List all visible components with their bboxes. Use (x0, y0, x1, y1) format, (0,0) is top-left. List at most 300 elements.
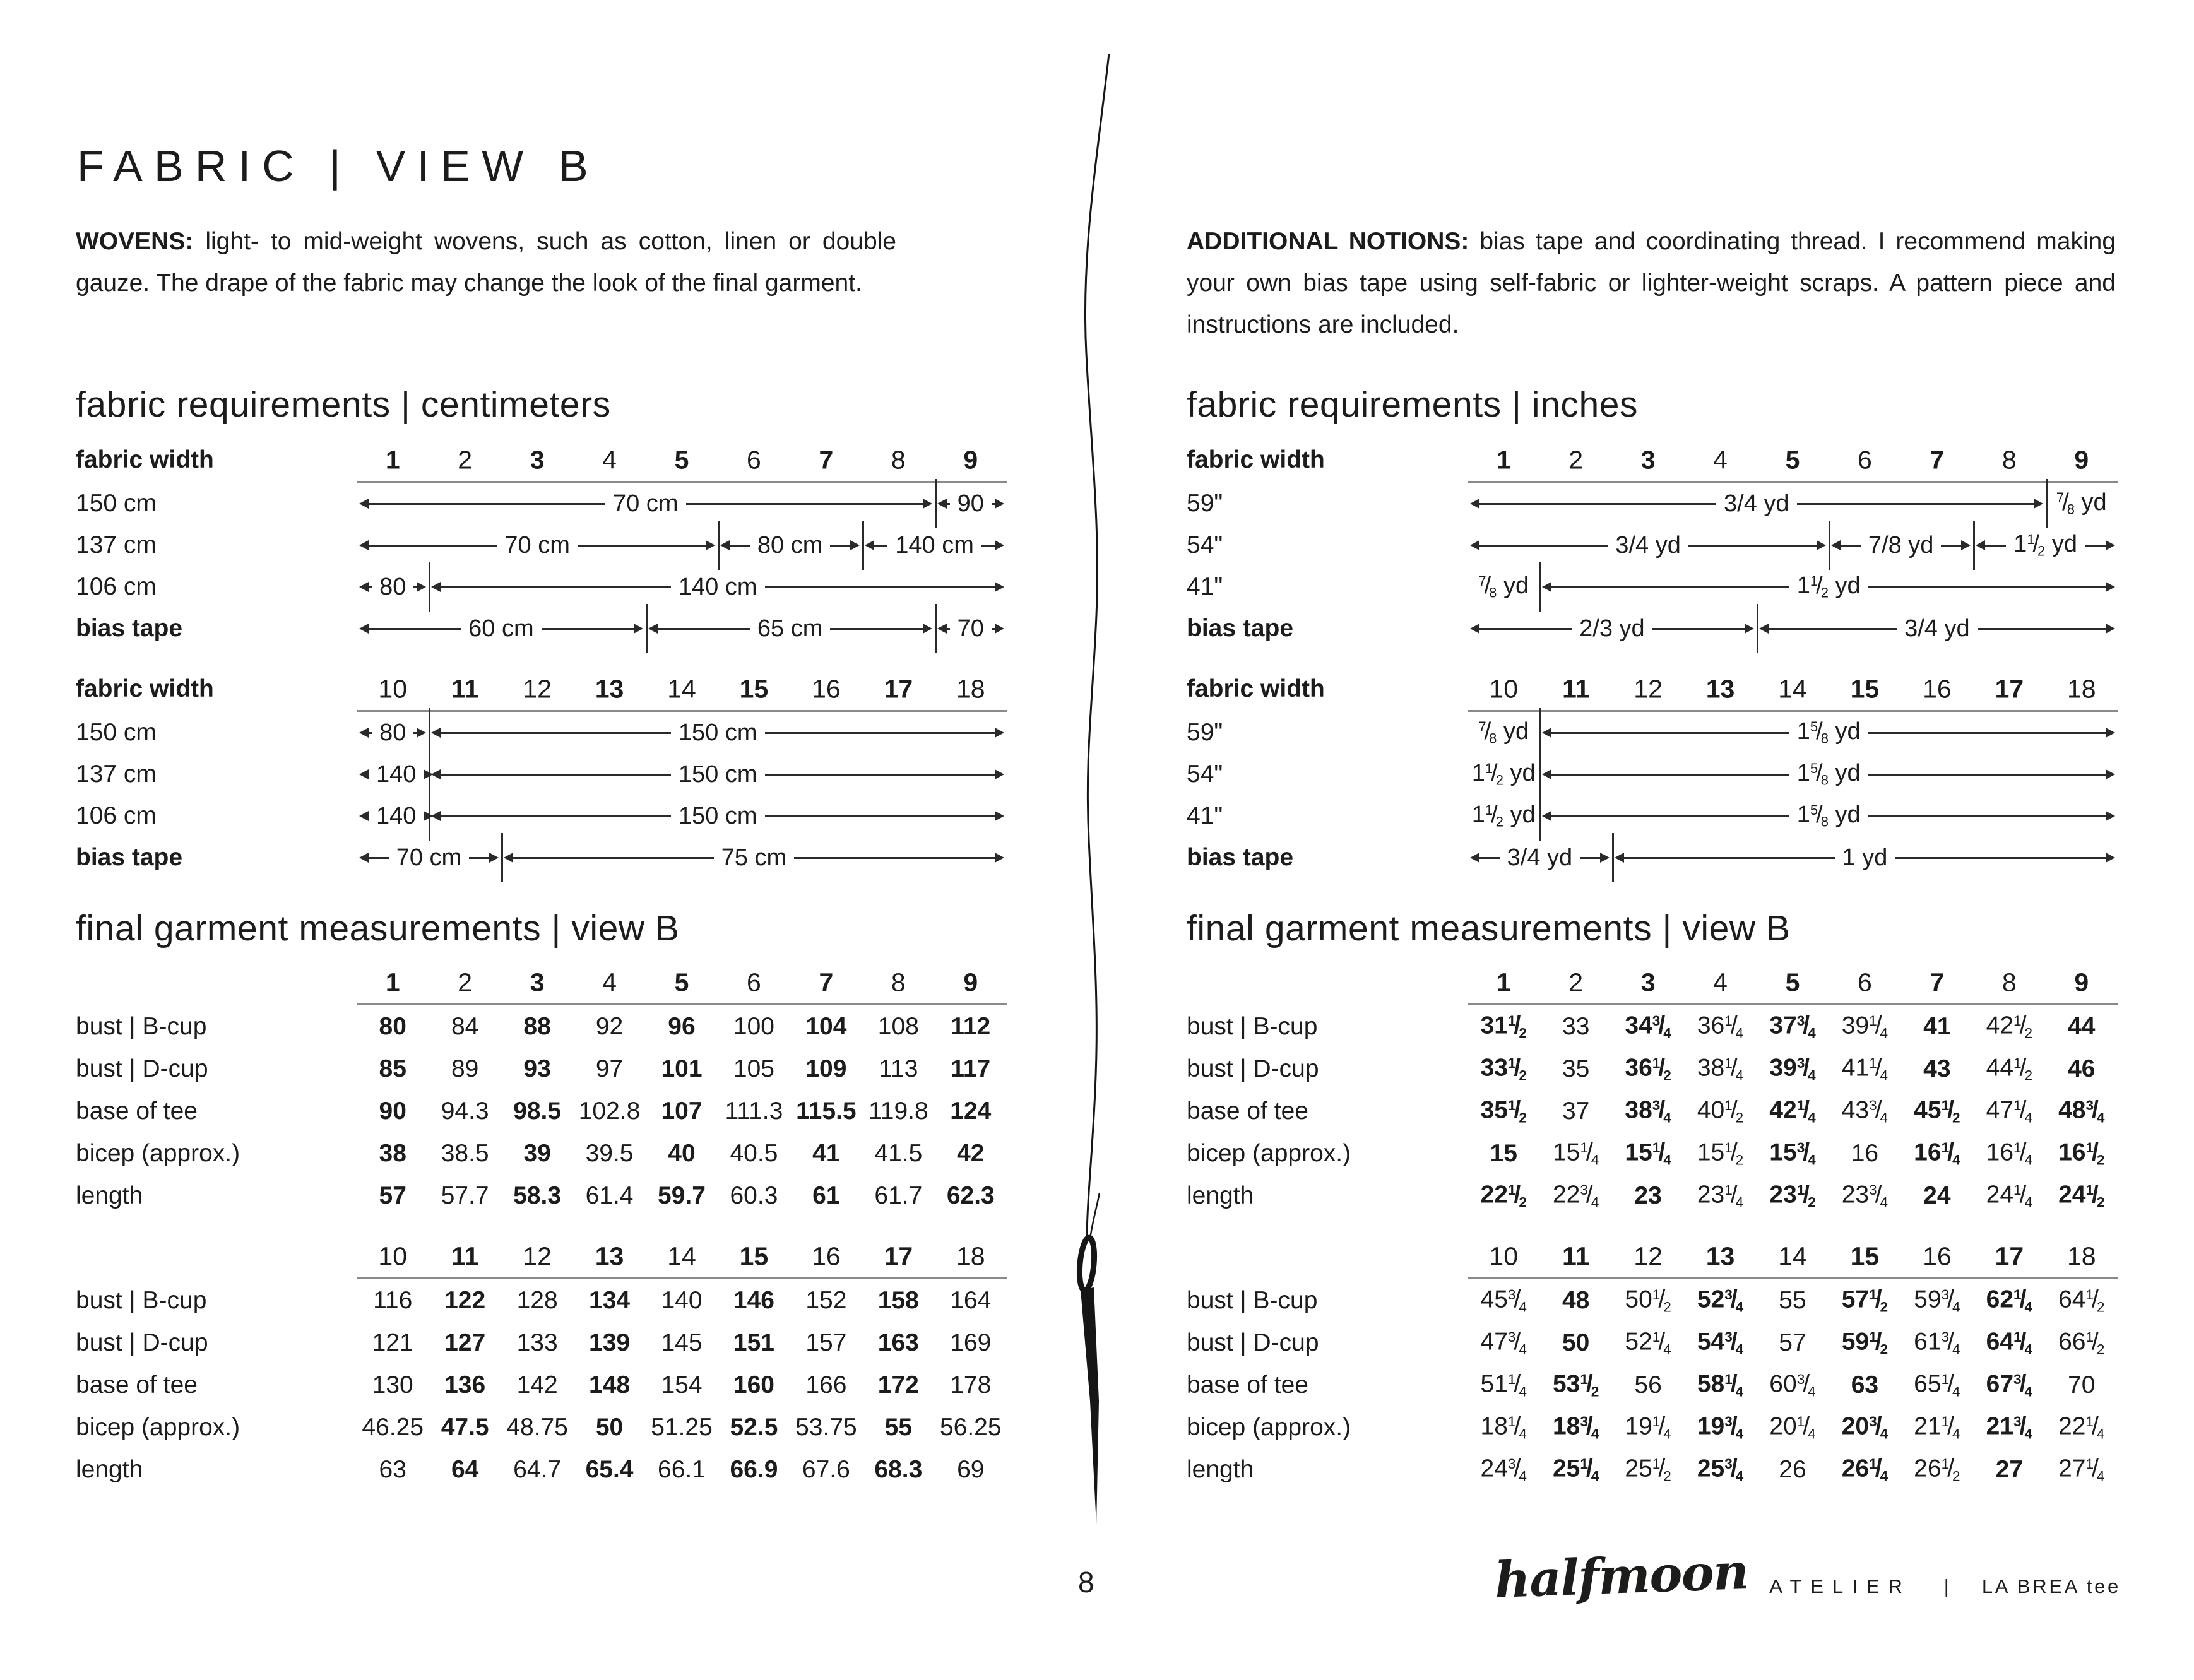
table-row-values (357, 1090, 1007, 1132)
measure-arrow-label: 60 cm (468, 615, 534, 642)
measure-arrow-segment (357, 754, 429, 795)
measurement-cell: $39^1/_4$ (1841, 1012, 1889, 1041)
measurement-cell: 128 (516, 1286, 558, 1314)
fabric-row-label: 150 cm (76, 490, 157, 517)
arrow-line (1479, 628, 1572, 630)
measurement-cell: 107 (661, 1097, 703, 1125)
measurement-cell: 148 (589, 1371, 631, 1399)
measurement-cell: 158 (877, 1286, 919, 1314)
size-column-header: 7 (819, 445, 834, 475)
size-column-header: 5 (1785, 445, 1800, 475)
size-column-header: 8 (891, 445, 906, 475)
arrow-line (1895, 857, 2106, 859)
size-column-header: 14 (1778, 674, 1807, 704)
size-column-header: 11 (1562, 674, 1590, 704)
measurement-cell: 41.5 (874, 1139, 923, 1167)
arrow-line (441, 586, 670, 588)
measure-arrow-segment (1612, 837, 2118, 878)
measurement-cell: $52^3/_4$ (1697, 1286, 1744, 1315)
measure-arrow-label: 90 (957, 490, 984, 517)
measurement-cell: 146 (733, 1286, 774, 1314)
arrow-line (765, 815, 995, 817)
measurement-cell: 178 (950, 1371, 992, 1399)
fabric-row-diagram (357, 754, 1007, 795)
measurement-cell: $60^3/_4$ (1769, 1370, 1816, 1399)
measurement-cell: 53.75 (795, 1413, 857, 1441)
measure-arrow-label: 3/4 yd (1507, 844, 1573, 871)
fabric-width-label: fabric width (76, 675, 214, 702)
arrowhead-left-icon (431, 728, 441, 738)
arrowhead-right-icon (417, 728, 426, 738)
size-column-header: 11 (451, 674, 479, 704)
arrowhead-left-icon (504, 853, 513, 863)
arrowhead-left-icon (937, 499, 947, 509)
fabric-row-label: 41" (1187, 573, 1223, 600)
arrowhead-right-icon (995, 811, 1004, 821)
page-title: FABRIC | VIEW B (77, 141, 600, 191)
arrow-line (1551, 774, 1789, 776)
fabric-row-diagram (1468, 795, 2118, 837)
section-header-fabric-requirements: fabric requirements | centimeters (76, 384, 611, 425)
measurement-cell: 163 (877, 1328, 919, 1356)
size-column-header: 7 (1930, 445, 1945, 475)
arrowhead-left-icon (359, 853, 369, 863)
size-column-header: 9 (963, 445, 978, 475)
size-column-header: 16 (812, 1241, 841, 1271)
fabric-row (1187, 837, 2162, 878)
measure-arrow-segment (1757, 608, 2118, 649)
fabric-row-diagram (1468, 524, 2118, 566)
size-column-header: 9 (2074, 967, 2089, 997)
arrow-line (1479, 503, 1716, 505)
measure-arrow-segment (1468, 524, 1829, 566)
measurement-cell: $40^1/_2$ (1697, 1096, 1744, 1125)
size-column-header: 12 (1634, 1241, 1663, 1271)
size-column-header: 13 (595, 674, 624, 704)
fabric-requirements-block (76, 672, 1051, 878)
arrowhead-right-icon (706, 540, 715, 550)
table-row-values (1468, 1090, 2118, 1132)
size-column-header: 18 (956, 1241, 985, 1271)
arrowhead-left-icon (359, 582, 369, 592)
measurement-cell: $20^1/_4$ (1769, 1412, 1816, 1441)
arrow-line (1797, 503, 2034, 505)
table-row-label: bicep (approx.) (76, 1413, 240, 1441)
arrow-line (686, 503, 923, 505)
size-column-header: 13 (595, 1241, 624, 1271)
table-row-label: bicep (approx.) (1187, 1413, 1351, 1441)
intro-lead: WOVENS: (76, 228, 194, 255)
measurement-cell: 90 (379, 1097, 406, 1125)
fabric-row (76, 712, 1051, 754)
page-number: 8 (1078, 1566, 1094, 1599)
arrow-line (1978, 628, 2106, 630)
measurement-cell: 55 (1779, 1286, 1806, 1314)
size-column-header: 3 (530, 445, 545, 475)
table-row-label: length (76, 1181, 143, 1209)
measurement-cell: 111.3 (725, 1097, 783, 1125)
measurement-cell: 119.8 (868, 1097, 928, 1125)
measurement-cell: $15^1/_4$ (1552, 1139, 1599, 1168)
arrowhead-left-icon (359, 499, 369, 509)
measurement-cell: 46.25 (362, 1413, 424, 1441)
measure-arrow-label: 3/4 yd (1724, 490, 1789, 517)
measure-arrow-segment (429, 754, 1007, 795)
arrowhead-left-icon (1759, 624, 1769, 634)
size-column-header: 10 (1489, 674, 1519, 704)
measurement-cell: 70 (2068, 1371, 2096, 1399)
measure-arrow-label: 150 cm (678, 803, 757, 829)
fabric-row-diagram (1468, 754, 2118, 795)
measurement-cell: $21^1/_4$ (1914, 1412, 1960, 1441)
arrow-line (1941, 545, 1961, 547)
measurement-cell: $33^1/_2$ (1480, 1054, 1527, 1083)
table-row-label: bust | D-cup (1187, 1055, 1319, 1082)
measure-arrow-segment (429, 795, 1007, 837)
fabric-row-diagram (357, 712, 1007, 754)
arrowhead-left-icon (1615, 853, 1624, 863)
fabric-row-diagram (357, 566, 1007, 608)
measurement-cell: 172 (877, 1371, 919, 1399)
table-row (1187, 1174, 2162, 1217)
size-column-header: 14 (1778, 1241, 1807, 1271)
size-column-header: 18 (2067, 1241, 2096, 1271)
size-column-header: 14 (667, 1241, 696, 1271)
measure-arrow-label: 75 cm (721, 844, 787, 871)
table-row-label: bust | D-cup (1187, 1328, 1319, 1356)
table-row (76, 1005, 1051, 1048)
measure-arrow-label: 80 cm (757, 532, 823, 559)
table-row-values (1468, 1279, 2118, 1322)
measurement-cell: $50^1/_2$ (1625, 1286, 1671, 1315)
size-column-header: 8 (2001, 445, 2017, 475)
arrowhead-right-icon (2106, 540, 2115, 550)
fabric-row (76, 795, 1051, 837)
measurement-cell: 97 (595, 1055, 624, 1082)
measurements-table (1187, 966, 2162, 1217)
measurement-cell: $36^1/_2$ (1625, 1054, 1671, 1083)
intro-lead: ADDITIONAL NOTIONS: (1187, 228, 1469, 255)
size-column-header: 16 (1923, 1241, 1952, 1271)
measurement-cell: 100 (733, 1012, 774, 1040)
table-row (1187, 1048, 2162, 1090)
size-column-header: 17 (884, 1241, 913, 1271)
fabric-width-label: fabric width (1187, 446, 1325, 473)
measure-arrow-segment (1539, 566, 2118, 608)
size-column-header: 15 (1850, 1241, 1880, 1271)
arrowhead-right-icon (2106, 811, 2115, 821)
table-row-label: bust | B-cup (76, 1286, 207, 1314)
measurement-cell: 52.5 (730, 1413, 778, 1441)
fabric-row-diagram (1468, 608, 2118, 649)
measurement-cell: 39 (523, 1139, 551, 1167)
arrowhead-right-icon (995, 624, 1004, 634)
arrowhead-left-icon (431, 582, 441, 592)
arrowhead-right-icon (1600, 853, 1610, 863)
measurement-cell: 101 (661, 1055, 703, 1082)
arrowhead-right-icon (417, 582, 426, 592)
table-row (76, 1174, 1051, 1217)
fabric-row-label: 59" (1187, 719, 1223, 746)
measurement-cell: 67.6 (802, 1455, 850, 1483)
arrowhead-left-icon (1470, 853, 1479, 863)
measurement-cell: $26^1/_2$ (1914, 1455, 1960, 1484)
measurement-cell: 133 (516, 1328, 558, 1356)
arrow-line (765, 586, 995, 588)
size-column-header: 18 (2067, 674, 2096, 704)
table-row-values (357, 1406, 1007, 1448)
measurements-table (1187, 1239, 2162, 1491)
arrowhead-left-icon (1542, 769, 1551, 779)
measurement-cell: $25^1/_4$ (1552, 1455, 1599, 1484)
table-row-values (1468, 1406, 2118, 1448)
table-row-values (357, 1364, 1007, 1406)
measurement-cell: $27^1/_4$ (2058, 1455, 2105, 1484)
table-row-values (1468, 1048, 2118, 1090)
size-column-header: 12 (1634, 674, 1663, 704)
size-column-header: 2 (458, 967, 473, 997)
measure-arrow-segment (501, 837, 1007, 878)
size-column-header: 15 (1850, 674, 1880, 704)
measurement-cell: $42^1/_4$ (1769, 1096, 1816, 1125)
arrowhead-right-icon (634, 624, 643, 634)
fabric-row-diagram (357, 608, 1007, 649)
size-header-numbers (357, 672, 1007, 706)
table-row (76, 1448, 1051, 1491)
measurement-cell: $38^3/_4$ (1625, 1096, 1671, 1125)
measurement-cell: 55 (884, 1413, 913, 1441)
fabric-requirements-block (1187, 672, 2162, 878)
arrowhead-left-icon (431, 811, 441, 821)
arrowhead-right-icon (995, 769, 1004, 779)
size-column-header: 2 (458, 445, 473, 475)
measurement-cell: 50 (1562, 1328, 1590, 1356)
table-row-values (357, 1279, 1007, 1322)
arrow-line (542, 628, 634, 630)
measure-arrow-label: 70 cm (504, 532, 570, 559)
size-column-header: 11 (1562, 1241, 1590, 1271)
measurement-cell: 38.5 (441, 1139, 489, 1167)
arrow-line (830, 545, 850, 547)
size-column-header: 7 (1930, 967, 1945, 997)
measurement-cell: 112 (951, 1012, 991, 1040)
size-header-row (1187, 1239, 2162, 1274)
measurement-cell: $24^1/_2$ (2058, 1181, 2105, 1210)
arrow-line (1868, 586, 2106, 588)
measure-arrow-label: 3/4 yd (1615, 532, 1681, 559)
size-column-header: 4 (602, 445, 617, 475)
measurement-cell: 134 (589, 1286, 631, 1314)
arrowhead-left-icon (359, 769, 369, 779)
intro-paragraph (76, 221, 896, 355)
measurement-cell: $61^3/_4$ (1914, 1328, 1960, 1357)
measurement-cell: $51^1/_4$ (1480, 1370, 1527, 1399)
fabric-row-diagram (357, 795, 1007, 837)
measurement-cell: 57 (379, 1181, 406, 1209)
size-header-numbers (357, 1239, 1007, 1274)
table-row (76, 1322, 1051, 1364)
measurement-cell: 166 (805, 1371, 847, 1399)
measurement-cell: 57.7 (441, 1181, 489, 1209)
fabric-row-label: 106 cm (76, 573, 157, 600)
arrowhead-right-icon (489, 853, 499, 863)
arrowhead-left-icon (359, 624, 369, 634)
measure-arrow-label: 7/8 yd (1868, 532, 1934, 559)
measurement-cell: 160 (733, 1371, 774, 1399)
measure-arrow-label: $1^5/_8$ yd (1796, 760, 1861, 788)
brand-logo-halfmoon: halfmoon (1493, 1543, 1749, 1609)
arrowhead-right-icon (2106, 582, 2115, 592)
measure-arrow-label: 65 cm (757, 615, 823, 642)
arrowhead-left-icon (1542, 582, 1551, 592)
size-column-header: 5 (1785, 967, 1800, 997)
arrowhead-right-icon (923, 624, 932, 634)
measurement-cell: 164 (950, 1286, 992, 1314)
arrowhead-left-icon (359, 540, 369, 550)
measurement-cell: 38 (379, 1139, 406, 1167)
size-column-header: 16 (1923, 674, 1952, 704)
table-row-values (1468, 1174, 2118, 1217)
size-header-numbers (1468, 443, 2118, 477)
measurement-cell: $45^1/_2$ (1914, 1096, 1960, 1125)
measurement-cell: 48.75 (506, 1413, 568, 1441)
measurement-cell: 46 (2068, 1055, 2096, 1082)
measurement-cell: 61 (812, 1181, 840, 1209)
table-row-values (357, 1048, 1007, 1090)
fabric-row-diagram (357, 524, 1007, 566)
size-header-row (1187, 966, 2162, 1000)
size-column-header: 8 (891, 967, 906, 997)
measurement-cell: $64^1/_2$ (2058, 1286, 2105, 1315)
arrow-line (369, 545, 497, 547)
measurement-cell: 64.7 (513, 1455, 562, 1483)
fabric-row-label: bias tape (1187, 844, 1294, 871)
measure-arrow-segment (357, 608, 646, 649)
table-row (76, 1406, 1051, 1448)
arrowhead-left-icon (359, 728, 369, 738)
fabric-row-diagram (357, 837, 1007, 878)
measurement-cell: $47^1/_4$ (1986, 1096, 2033, 1125)
measurement-cell: $54^3/_4$ (1697, 1328, 1744, 1357)
table-row-values (357, 1448, 1007, 1491)
measurement-cell: $16^1/_4$ (1914, 1139, 1960, 1168)
measurement-cell: $57^1/_2$ (1841, 1286, 1889, 1315)
measurement-cell: $42^1/_2$ (1986, 1012, 2033, 1041)
measurement-cell: 27 (1995, 1455, 2024, 1483)
measurement-cell: $25^3/_4$ (1697, 1455, 1744, 1484)
measurement-cell: 63 (1851, 1371, 1879, 1399)
fabric-row-label: 54" (1187, 760, 1223, 788)
size-column-header: 1 (385, 445, 400, 475)
size-header-row (76, 672, 1051, 706)
arrowhead-right-icon (1817, 540, 1826, 550)
measurement-cell: 152 (805, 1286, 847, 1314)
table-row-values (357, 1174, 1007, 1217)
arrowhead-left-icon (359, 811, 369, 821)
column-centimeters (76, 221, 1051, 1491)
measure-arrow-label: 3/4 yd (1904, 615, 1970, 642)
measurement-cell: 42 (957, 1139, 985, 1167)
table-row-label: length (1187, 1455, 1254, 1483)
measurement-cell: 117 (951, 1055, 991, 1082)
final-measurements-tables (1187, 966, 2162, 1491)
measurement-cell: $59^3/_4$ (1914, 1286, 1960, 1315)
arrowhead-left-icon (1470, 624, 1479, 634)
arrow-line (730, 545, 750, 547)
size-column-header: 17 (1995, 674, 2024, 704)
brand-footer (1493, 1543, 2121, 1609)
size-column-header: 12 (523, 674, 552, 704)
measurement-cell: $18^3/_4$ (1552, 1412, 1599, 1441)
measurement-cell: $25^1/_2$ (1625, 1455, 1671, 1484)
measurement-cell: 157 (805, 1328, 847, 1356)
measure-arrow-label: 150 cm (678, 719, 757, 746)
measure-arrow-segment (1468, 483, 2046, 524)
measurement-cell: 105 (733, 1055, 774, 1082)
measurement-cell: 88 (523, 1012, 551, 1040)
fabric-row-label: bias tape (76, 844, 183, 871)
measure-arrow-segment (1539, 754, 2118, 795)
arrowhead-right-icon (2106, 624, 2115, 634)
measurement-cell: $58^1/_4$ (1697, 1370, 1744, 1399)
measurement-cell: $62^1/_4$ (1986, 1286, 2033, 1315)
fabric-width-label: fabric width (1187, 675, 1325, 702)
measurement-cell: 56.25 (939, 1413, 1002, 1441)
size-column-header: 15 (739, 1241, 769, 1271)
size-column-header: 6 (1858, 445, 1872, 475)
fabric-row-label: 106 cm (76, 802, 157, 829)
size-header-numbers (357, 966, 1007, 1000)
measurement-cell: 80 (379, 1012, 406, 1040)
measurement-cell: 56 (1634, 1371, 1662, 1399)
size-header-numbers (1468, 966, 2118, 1000)
measurement-cell: 50 (595, 1413, 624, 1441)
fabric-row (1187, 712, 2162, 754)
measurement-cell: $39^3/_4$ (1769, 1054, 1816, 1083)
arrowhead-left-icon (865, 540, 874, 550)
size-column-header: 1 (1496, 967, 1511, 997)
measure-arrow-label: 140 (376, 761, 417, 788)
measurement-cell: 16 (1851, 1139, 1879, 1167)
measurement-cell: 65.4 (585, 1455, 634, 1483)
measurement-cell: 51.25 (651, 1413, 713, 1441)
measure-arrow-label: $1^1/_2$ yd (1796, 572, 1861, 601)
size-column-header: 10 (378, 1241, 408, 1271)
arrow-line (658, 628, 750, 630)
measure-arrow-segment (646, 608, 935, 649)
arrow-line (765, 732, 995, 734)
measurement-cell: $41^1/_4$ (1841, 1054, 1889, 1083)
size-column-header: 3 (1640, 967, 1656, 997)
table-row-label: base of tee (76, 1097, 198, 1125)
measurement-cell: 40 (668, 1139, 696, 1167)
size-column-header: 4 (1713, 967, 1728, 997)
arrowhead-left-icon (1831, 540, 1841, 550)
measurement-cell: 60.3 (730, 1181, 778, 1209)
size-header-numbers (1468, 672, 2118, 706)
measurement-cell: 85 (379, 1055, 406, 1082)
arrow-line (578, 545, 706, 547)
measurement-cell: $43^3/_4$ (1841, 1096, 1889, 1125)
arrow-line (1688, 545, 1817, 547)
measurement-cell: 64 (451, 1455, 479, 1483)
arrow-line (1652, 628, 1745, 630)
size-header-row (76, 1239, 1051, 1274)
table-row-label: base of tee (1187, 1097, 1308, 1125)
measurement-cell: 68.3 (874, 1455, 923, 1483)
measurement-cell: 98.5 (513, 1097, 562, 1125)
measurement-cell: 122 (444, 1286, 486, 1314)
